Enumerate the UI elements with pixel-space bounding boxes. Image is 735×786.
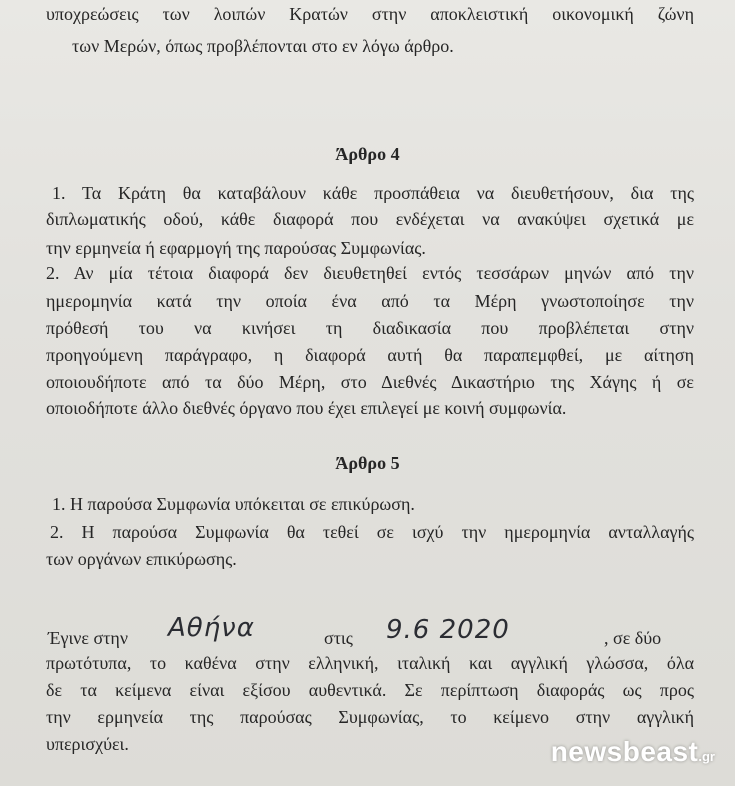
watermark-name: newsbeast (550, 736, 699, 767)
article-4-p2-line-1: 2. Αν μία τέτοια διαφορά δεν διευθετηθεί εντός τεσσάρων μηνών από την (46, 263, 694, 283)
article-5-heading: Άρθρο 5 (335, 453, 400, 473)
closing-line-1: πρωτότυπα, το καθένα στην ελληνική, ιταλική και αγγλική γλώσσα, όλα (46, 653, 694, 673)
article-5-p2-line-2: των οργάνων επικύρωσης. (46, 549, 237, 569)
on-text: στις (324, 628, 353, 648)
in-two-text: , σε δύο (604, 628, 662, 648)
article-4-p1-line-1: 1. Τα Κράτη θα καταβάλουν κάθε προσπάθεια να διευθετήσουν, δια της (52, 183, 694, 203)
watermark-tld: .gr (698, 749, 715, 764)
signing-line (46, 613, 694, 650)
article-4-p2-line-5: οποιουδήποτε από τα δύο Μέρη, στο Διεθνές Δικαστήριο της Χάγης ή σε (46, 372, 694, 392)
article-4-p1-line-2: διπλωματικής οδού, κάθε διαφορά που ενδέχεται να ανακύψει σχετικά με (46, 209, 694, 229)
done-at-text: Έγινε στην (48, 628, 128, 648)
article-4-p1-line-3: την ερμηνεία ή εφαρμογή της παρούσας Συμφωνίας. (46, 238, 426, 258)
article-5-p1: 1. Η παρούσα Συμφωνία υπόκειται σε επικύρωση. (52, 494, 415, 514)
closing-line-3: την ερμηνεία της παρούσας Συμφωνίας, το κείμενο στην αγγλική (46, 707, 694, 727)
closing-line-2: δε τα κείμενα είναι εξίσου αυθεντικά. Σε περίπτωση διαφοράς ως προς (46, 680, 694, 700)
newsbeast-watermark (551, 736, 715, 768)
article-4-p2-line-6: οποιοδήποτε άλλο διεθνές όργανο που έχει επιλεγεί με κοινή συμφωνία. (46, 398, 567, 418)
article-4-p2-line-2: ημερομηνία κατά την οποία ένα από τα Μέρη γνωστοποίησε την (46, 291, 694, 311)
article-4-heading: Άρθρο 4 (335, 144, 400, 164)
article-4-p2-line-3: πρόθεσή του να κινήσει τη διαδικασία που προβλέπεται στην (46, 318, 694, 338)
intro-line-2: των Μερών, όπως προβλέπονται στο εν λόγω άρθρο. (72, 36, 454, 56)
closing-line-4: υπερισχύει. (46, 734, 129, 754)
article-4-p2-line-4: προηγούμενη παράγραφο, η διαφορά αυτή θα παραπεμφθεί, με αίτηση (46, 345, 694, 365)
handwritten-date: 9.6 2020 (386, 615, 510, 645)
handwritten-place: Αθήνα (168, 613, 255, 643)
article-5-p2-line-1: 2. Η παρούσα Συμφωνία θα τεθεί σε ισχύ την ημερομηνία ανταλλαγής (50, 522, 694, 542)
intro-line-1: υποχρεώσεις των λοιπών Κρατών στην αποκλειστική οικονομική ζώνη (46, 4, 694, 24)
